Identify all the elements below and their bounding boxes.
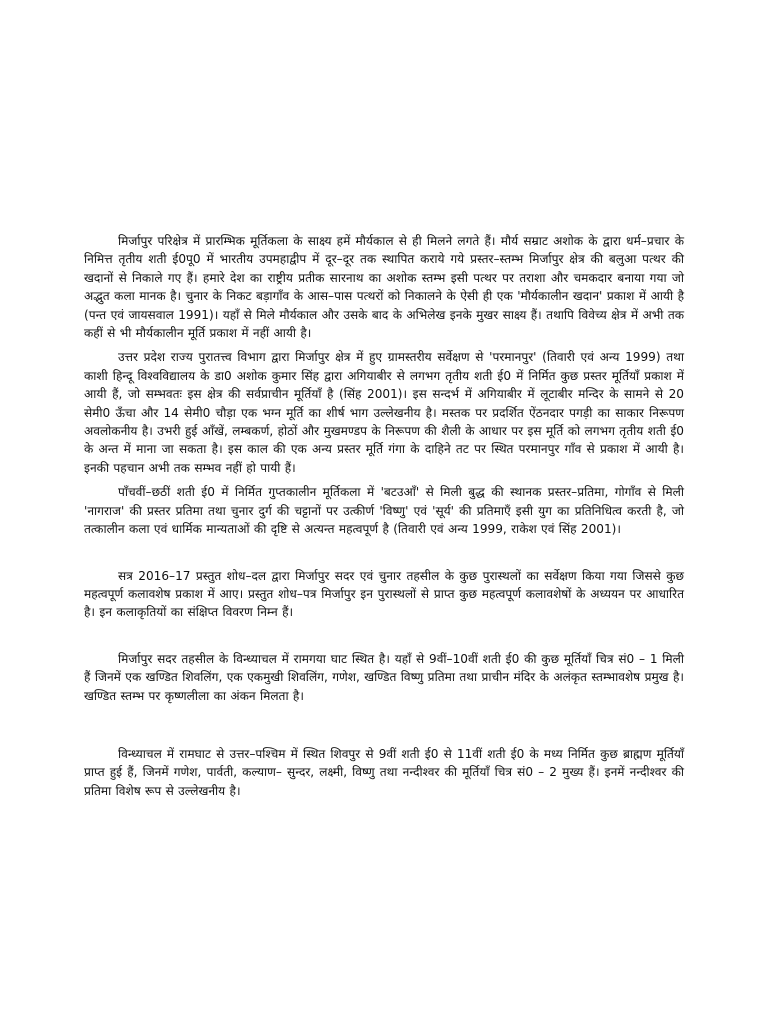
paragraph-survey-findings: उत्तर प्रदेश राज्य पुरातत्त्व विभाग द्वारा मिर्जापुर क्षेत्र में हुए ग्रामस्तरीय सर्वेक्षण से 'परमानपुर' (तिवारी एवं अन्य 1999) तथा काशी हिन्दू विश्वविद्यालय के डा0 अशोक कुमार सिंह द्वारा अगियाबीर से लगभग तृतीय शती ई0 में निर्मित कुछ प्रस्तर मूर्तियाँ प्रकाश में आयी हैं, जो सम्भवतः इस क्षेत्र की सर्वप्राचीन मूर्तियाँ है (सिंह 2001)। इस सन्दर्भ में अगियाबीर में लूटाबीर मन्दिर के सामने से 20 सेमी0 ऊँचा और 14 सेमी0 चौड़ा एक भग्न मूर्ति का शीर्ष भाग उल्लेखनीय है। मस्तक पर प्रदर्शित ऐंठनदार पगड़ी का साकार निरूपण अवलोकनीय है। उभरी हुई आँखें, लम्बकर्ण, होठों और मुखमण्डप के निरूपण की शैली के आधार पर इस मूर्ति को लगभग तृतीय शती ई0 के अन्त में माना जा सकता है। इस काल की एक अन्य प्रस्तर मूर्ति गंगा के दाहिने तट पर स्थित परमानपुर गाँव से प्रकाश में आयी है। इनकी पहचान अभी तक सम्भव नहीं हो पायी हैं।: [84, 350, 684, 475]
paragraph-research-session: सत्र 2016–17 प्रस्तुत शोध–दल द्वारा मिर्जापुर सदर एवं चुनार तहसील के कुछ पुरास्थलों का सर्वेक्षण किया गया जिससे कुछ महत्वपूर्ण कलावशेष प्रकाश में आए। प्रस्तुत शोध–पत्र मिर्जापुर इन पुरास्थलों से प्राप्त कुछ महत्वपूर्ण कलावशेषों के अध्ययन पर आधारित है। इन कलाकृतियों का संक्षिप्त विवरण निम्न हैं।: [84, 568, 684, 620]
paragraph-ramgaya-ghat: मिर्जापुर सदर तहसील के विन्ध्याचल में रामगया घाट स्थित है। यहाँ से 9वीं–10वीं शती ई0 की कुछ मूर्तियाँ चित्र सं0 – 1 मिली हैं जिनमें एक खण्डित शिवलिंग, एक एकमुखी शिवलिंग, गणेश, खण्डित विष्णु प्रतिमा तथा प्राचीन मंदिर के अलंकृत स्तम्भावशेष प्रमुख है। खण्डित स्तम्भ पर कृष्णलीला का अंकन मिलता है।: [84, 651, 684, 703]
paragraph-shivpur: विन्ध्याचल में रामघाट से उत्तर–पश्चिम में स्थित शिवपुर से 9वीं शती ई0 से 11वीं शती ई0 के मध्य निर्मित कुछ ब्राह्मण मूर्तियाँ प्राप्त हुई हैं, जिनमें गणेश, पार्वती, कल्याण– सुन्दर, लक्ष्मी, विष्णु तथा नन्दीश्वर की मूर्तियाँ चित्र सं0 – 2 मुख्य हैं। इनमें नन्दीश्वर की प्रतिमा विशेष रूप से उल्लेखनीय है।: [84, 746, 684, 798]
document-body: [84, 232, 684, 800]
paragraph-mauryan-sculpture: मिर्जापुर परिक्षेत्र में प्रारम्भिक मूर्तिकला के साक्ष्य हमें मौर्यकाल से ही मिलने लगते हैं। मौर्य सम्राट अशोक के द्वारा धर्म–प्रचार के निमित्त तृतीय शती ई0पू0 में भारतीय उपमहाद्वीप में दूर–दूर तक स्थापित कराये गये प्रस्तर–स्तम्भ मिर्जापुर क्षेत्र की बलुआ पत्थर की खदानों से निकाले गए हैं। हमारे देश का राष्ट्रीय प्रतीक सारनाथ का अशोक स्तम्भ इसी पत्थर पर तराशा और चमकदार बनाया गया जो अद्भुत कला मानक है। चुनार के निकट बड़ागाँव के आस–पास पत्थरों को निकालने के ऐसी ही एक 'मौर्यकालीन खदान' प्रकाश में आयी है (पन्त एवं जायसवाल 1991)। यहाँ से मिले मौर्यकाल और उसके बाद के अभिलेख इनके मुखर साक्ष्य हैं। तथापि विवेच्य क्षेत्र में अभी तक कहीं से भी मौर्यकालीन मूर्ति प्रकाश में नहीं आयी है।: [84, 234, 684, 341]
paragraph-gupta-sculpture: पाँचवीं–छठीं शती ई0 में निर्मित गुप्तकालीन मूर्तिकला में 'बटउआँ' से मिली बुद्ध की स्थानक प्रस्तर–प्रतिमा, गोगाँव से मिली 'नागराज' की प्रस्तर प्रतिमा तथा चुनार दुर्ग की चट्टानों पर उत्कीर्ण 'विष्णु' एवं 'सूर्य' की प्रतिमाएँ इसी युग का प्रतिनिधित्व करती है, जो तत्कालीन कला एवं धार्मिक मान्यताओं की दृष्टि से अत्यन्त महत्वपूर्ण है (तिवारी एवं अन्य 1999, राकेश एवं सिंह 2001)।: [84, 485, 684, 537]
